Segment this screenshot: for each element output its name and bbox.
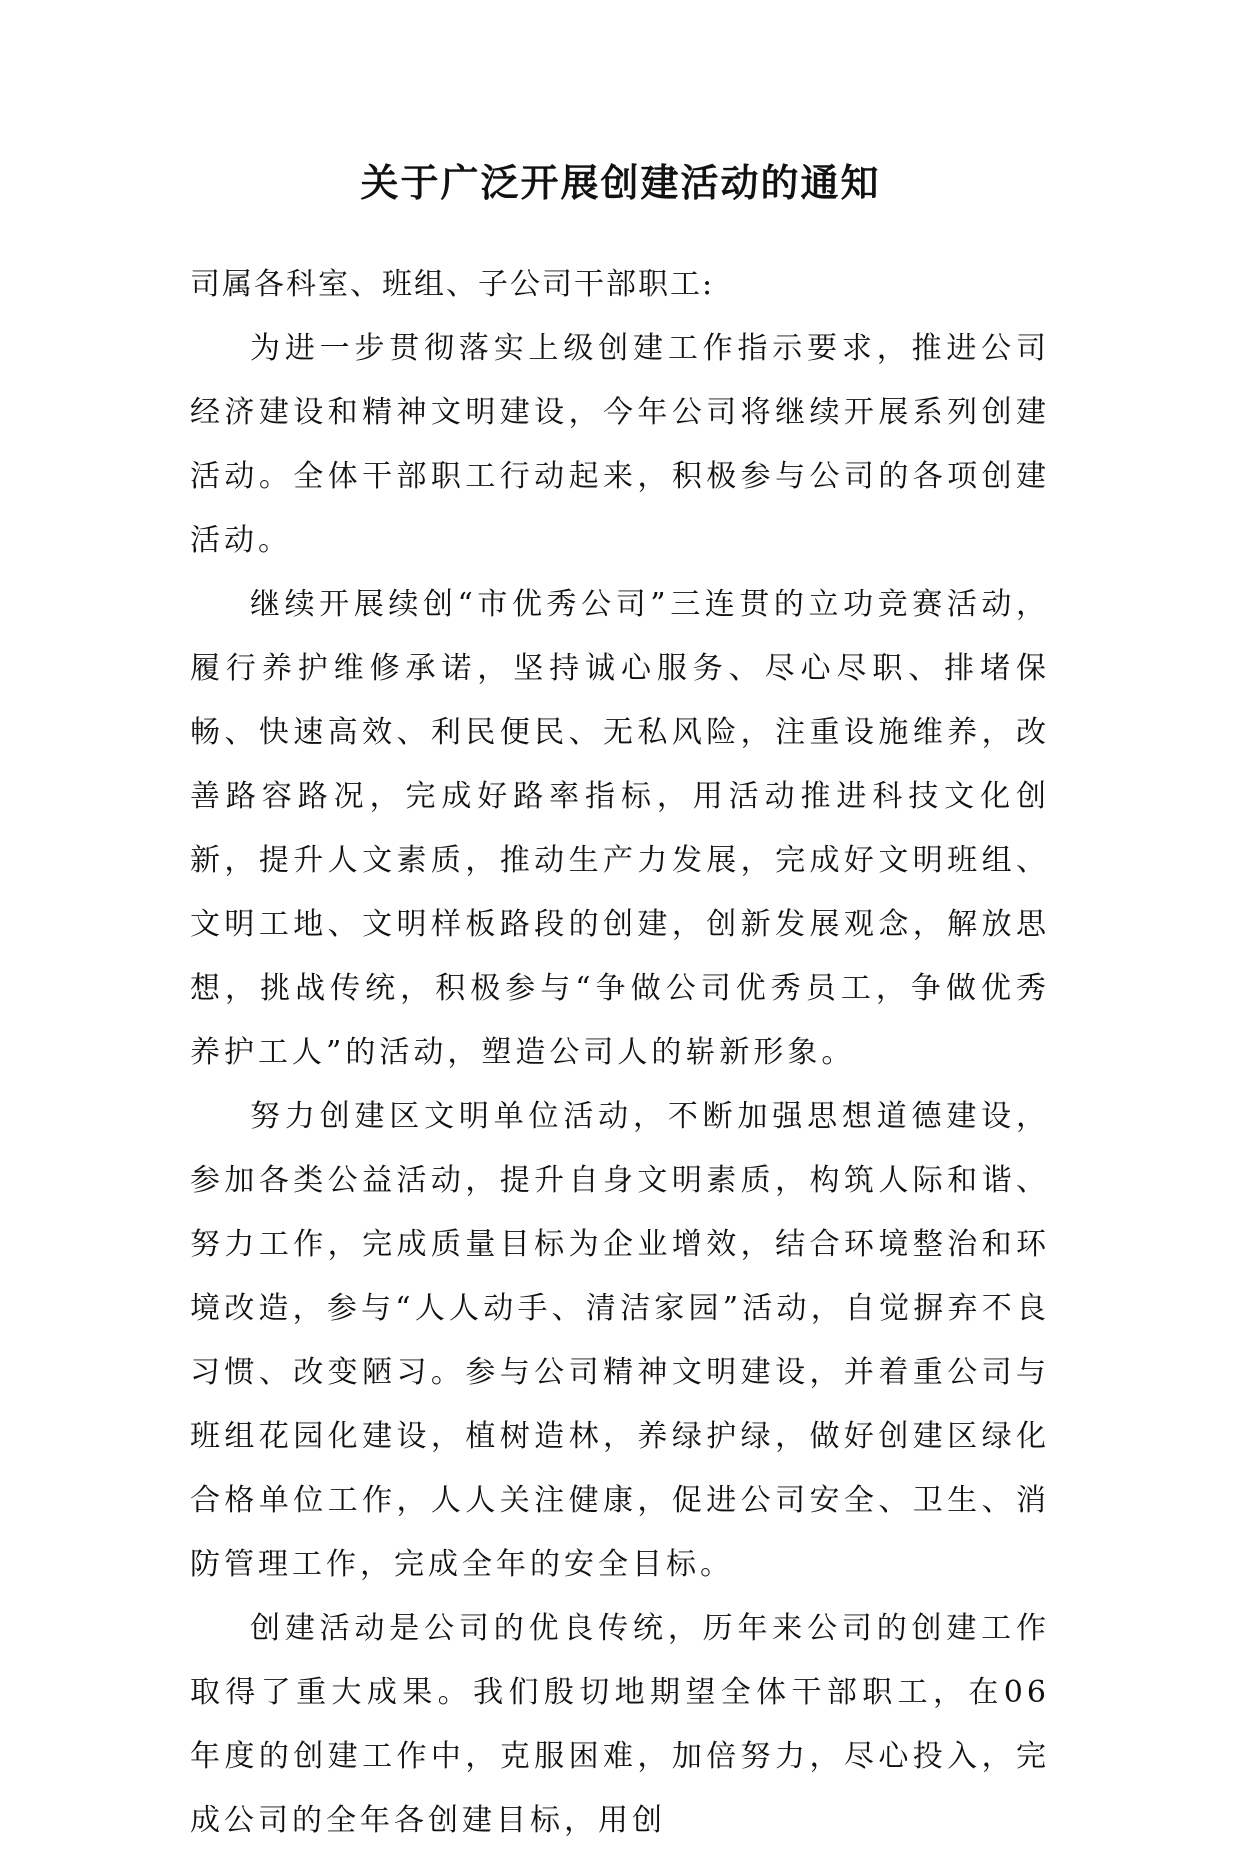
document-body xyxy=(190,253,1050,1853)
paragraph-3: 努力创建区文明单位活动，不断加强思想道德建设，参加各类公益活动，提升自身文明素质，构筑人际和谐、努力工作，完成质量目标为企业增效，结合环境整治和环境改造，参与“人人动手、清洁家园”活动，自觉摒弃不良习惯、改变陋习。参与公司精神文明建设，并着重公司与班组花园化建设，植树造林，养绿护绿，做好创建区绿化合格单位工作，人人关注健康，促进公司安全、卫生、消防管理工作，完成全年的安全目标。 xyxy=(190,1099,1050,1582)
document-title: 关于广泛开展创建活动的通知 xyxy=(360,160,881,205)
paragraph-2: 继续开展续创“市优秀公司”三连贯的立功竞赛活动，履行养护维修承诺，坚持诚心服务、尽心尽职、排堵保畅、快速高效、利民便民、无私风险，注重设施维养，改善路容路况，完成好路率指标，用活动推进科技文化创新，提升人文素质，推动生产力发展，完成好文明班组、文明工地、文明样板路段的创建，创新发展观念，解放思想，挑战传统，积极参与“争做公司优秀员工，争做优秀养护工人”的活动，塑造公司人的崭新形象。 xyxy=(190,587,1050,1070)
salutation: 司属各科室、班组、子公司干部职工: xyxy=(190,267,715,302)
paragraph-1: 为进一步贯彻落实上级创建工作指示要求，推进公司经济建设和精神文明建设，今年公司将继续开展系列创建活动。全体干部职工行动起来，积极参与公司的各项创建活动。 xyxy=(190,331,1050,558)
paragraph-4: 创建活动是公司的优良传统，历年来公司的创建工作取得了重大成果。我们殷切地期望全体干部职工，在06年度的创建工作中，克服困难，加倍努力，尽心投入，完成公司的全年各创建目标，用创 xyxy=(190,1611,1050,1838)
